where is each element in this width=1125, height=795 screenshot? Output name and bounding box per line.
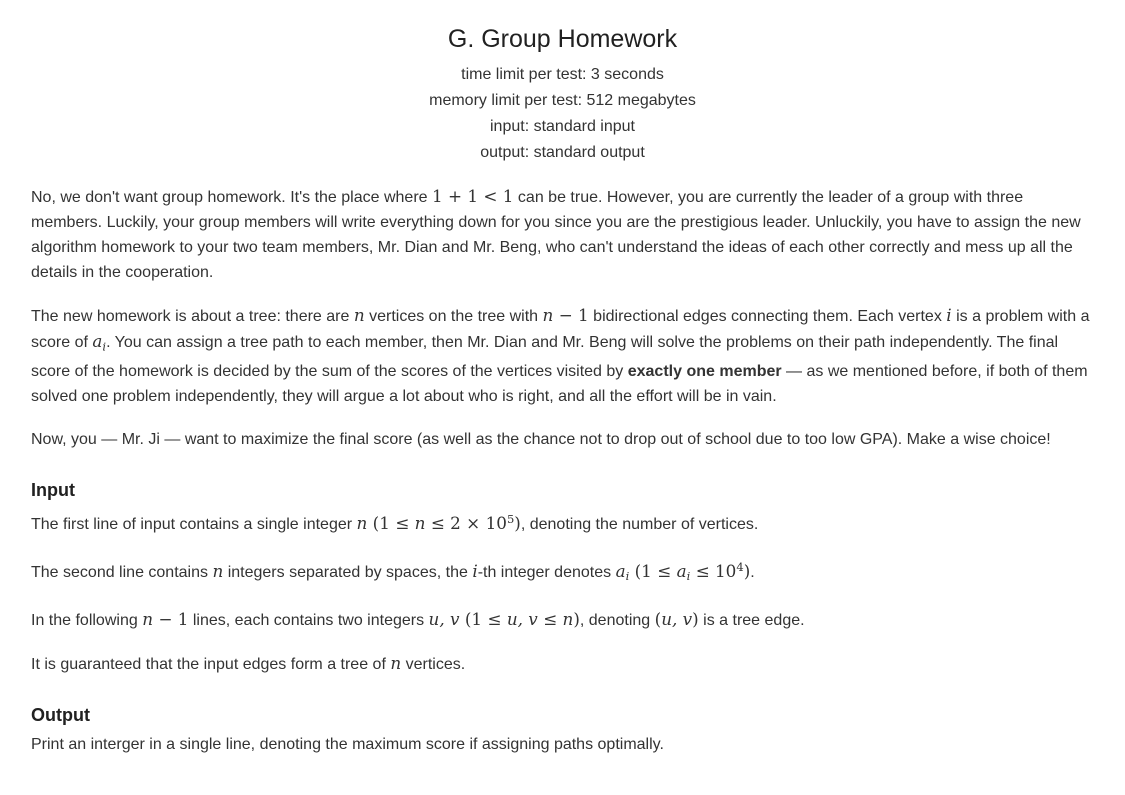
math-superscript: 5: [506, 512, 515, 527]
text-segment: — as we mentioned before, if both of them solved one problem independently, they will argue a lot about who is right, and all the effort will be in vain.: [31, 363, 1088, 406]
text-segment: The new homework is about a tree: there are: [31, 308, 354, 325]
math-inline: 1 + 1 < 1: [431, 186, 514, 206]
math-variable: n: [356, 513, 368, 534]
text-segment: is a problem with a score of: [31, 308, 1090, 351]
text-segment: , denoting: [579, 612, 655, 630]
text-segment: bidirectional edges connecting them. Each vertex: [588, 308, 947, 325]
math-variable: n: [212, 560, 224, 581]
math-variable: a: [676, 560, 687, 581]
math-inline: ≤ 10: [690, 560, 737, 581]
time-limit: time limit per test: 3 seconds: [461, 66, 664, 83]
math-subscript: i: [102, 339, 107, 354]
math-variable: i: [472, 560, 478, 581]
math-inline: (1 ≤: [367, 513, 415, 534]
input-section: [31, 478, 1094, 677]
math-inline: (1 ≤: [459, 609, 507, 630]
math-inline: (1 ≤: [629, 560, 677, 581]
text-segment: vertices.: [401, 656, 466, 674]
text-segment: is a tree edge.: [698, 612, 805, 630]
bold-text: exactly one member: [627, 363, 782, 381]
text-segment: .: [750, 563, 755, 581]
input-paragraph: [31, 651, 1094, 677]
text-segment: -th integer denotes: [477, 563, 616, 581]
math-variable: n: [414, 513, 426, 534]
math-variable: n: [390, 653, 402, 674]
problem-statement: [0, 24, 1125, 795]
math-inline: ): [573, 609, 580, 630]
input-section-heading: Input: [31, 480, 75, 501]
output-section: [31, 703, 1094, 757]
math-subscript: i: [686, 569, 691, 584]
math-inline: ): [743, 560, 751, 581]
text-segment: The first line of input contains a single integer: [31, 516, 357, 534]
output-section-heading: Output: [31, 705, 90, 726]
text-segment: The second line contains: [31, 563, 213, 581]
math-variable: a: [92, 331, 103, 351]
problem-title: G. Group Homework: [447, 25, 678, 53]
math-inline: ): [692, 609, 699, 630]
math-inline: − 1: [553, 305, 589, 325]
math-inline: ≤ 2 × 10: [425, 513, 507, 534]
math-inline: ): [514, 513, 521, 534]
memory-limit: memory limit per test: 512 megabytes: [429, 92, 696, 109]
text-segment: No, we don't want group homework. It's the place where: [31, 189, 432, 206]
math-inline: (: [654, 609, 662, 630]
text-segment: , denoting the number of vertices.: [520, 516, 759, 534]
text-segment: Now, you — Mr. Ji — want to maximize the final score (as well as the chance not to drop out of school due to too low GPA). Make a wise choice!: [31, 431, 1051, 449]
math-variable: n: [542, 305, 554, 325]
statement-paragraph: [31, 303, 1094, 409]
text-segment: In the following: [31, 612, 143, 630]
math-variable: a: [615, 560, 626, 581]
math-variable: u, v: [661, 609, 693, 630]
text-segment: It is guaranteed that the input edges form a tree of: [31, 656, 391, 674]
text-segment: vertices on the tree with: [364, 308, 543, 325]
text-segment: . You can assign a tree path to each member, then Mr. Dian and Mr. Beng will solve the problems on their path independently. The final score of the homework is decided by the sum of the scores of the vertices visited by: [31, 334, 1059, 381]
text-segment: Print an interger in a single line, denoting the maximum score if assigning paths optimally.: [31, 736, 664, 754]
statement-paragraph: [31, 184, 1094, 285]
input-spec: input: standard input: [490, 118, 635, 135]
statement-body: [31, 184, 1094, 452]
math-variable: i: [946, 305, 952, 325]
math-variable: u, v: [428, 609, 460, 630]
input-paragraph: [31, 607, 1094, 633]
text-segment: lines, each contains two integers: [188, 612, 429, 630]
math-variable: n: [142, 609, 153, 630]
output-spec: output: standard output: [480, 144, 645, 161]
math-variable: n: [562, 609, 574, 630]
math-variable: n: [353, 305, 365, 325]
statement-paragraph: [31, 427, 1094, 452]
text-segment: can be true. However, you are currently the leader of a group with three members. Luckily, your group members will write everything down for you since you are the prestigious leader. Unluckily, you have to assign the new algorithm homework to your two team members, Mr. Dian and Mr. Beng, who can't understand the ideas of each other correctly and mess up all the details in the cooperation.: [31, 189, 1081, 281]
output-paragraph: [31, 732, 1094, 757]
text-segment: integers separated by spaces, the: [223, 563, 473, 581]
math-inline: − 1: [153, 609, 189, 630]
math-variable: u, v: [506, 609, 538, 630]
limits-block: [31, 62, 1094, 166]
math-subscript: i: [625, 569, 630, 584]
math-superscript: 4: [736, 560, 744, 575]
input-paragraph: [31, 507, 1094, 537]
input-paragraph: [31, 555, 1094, 589]
math-inline: ≤: [537, 609, 563, 630]
